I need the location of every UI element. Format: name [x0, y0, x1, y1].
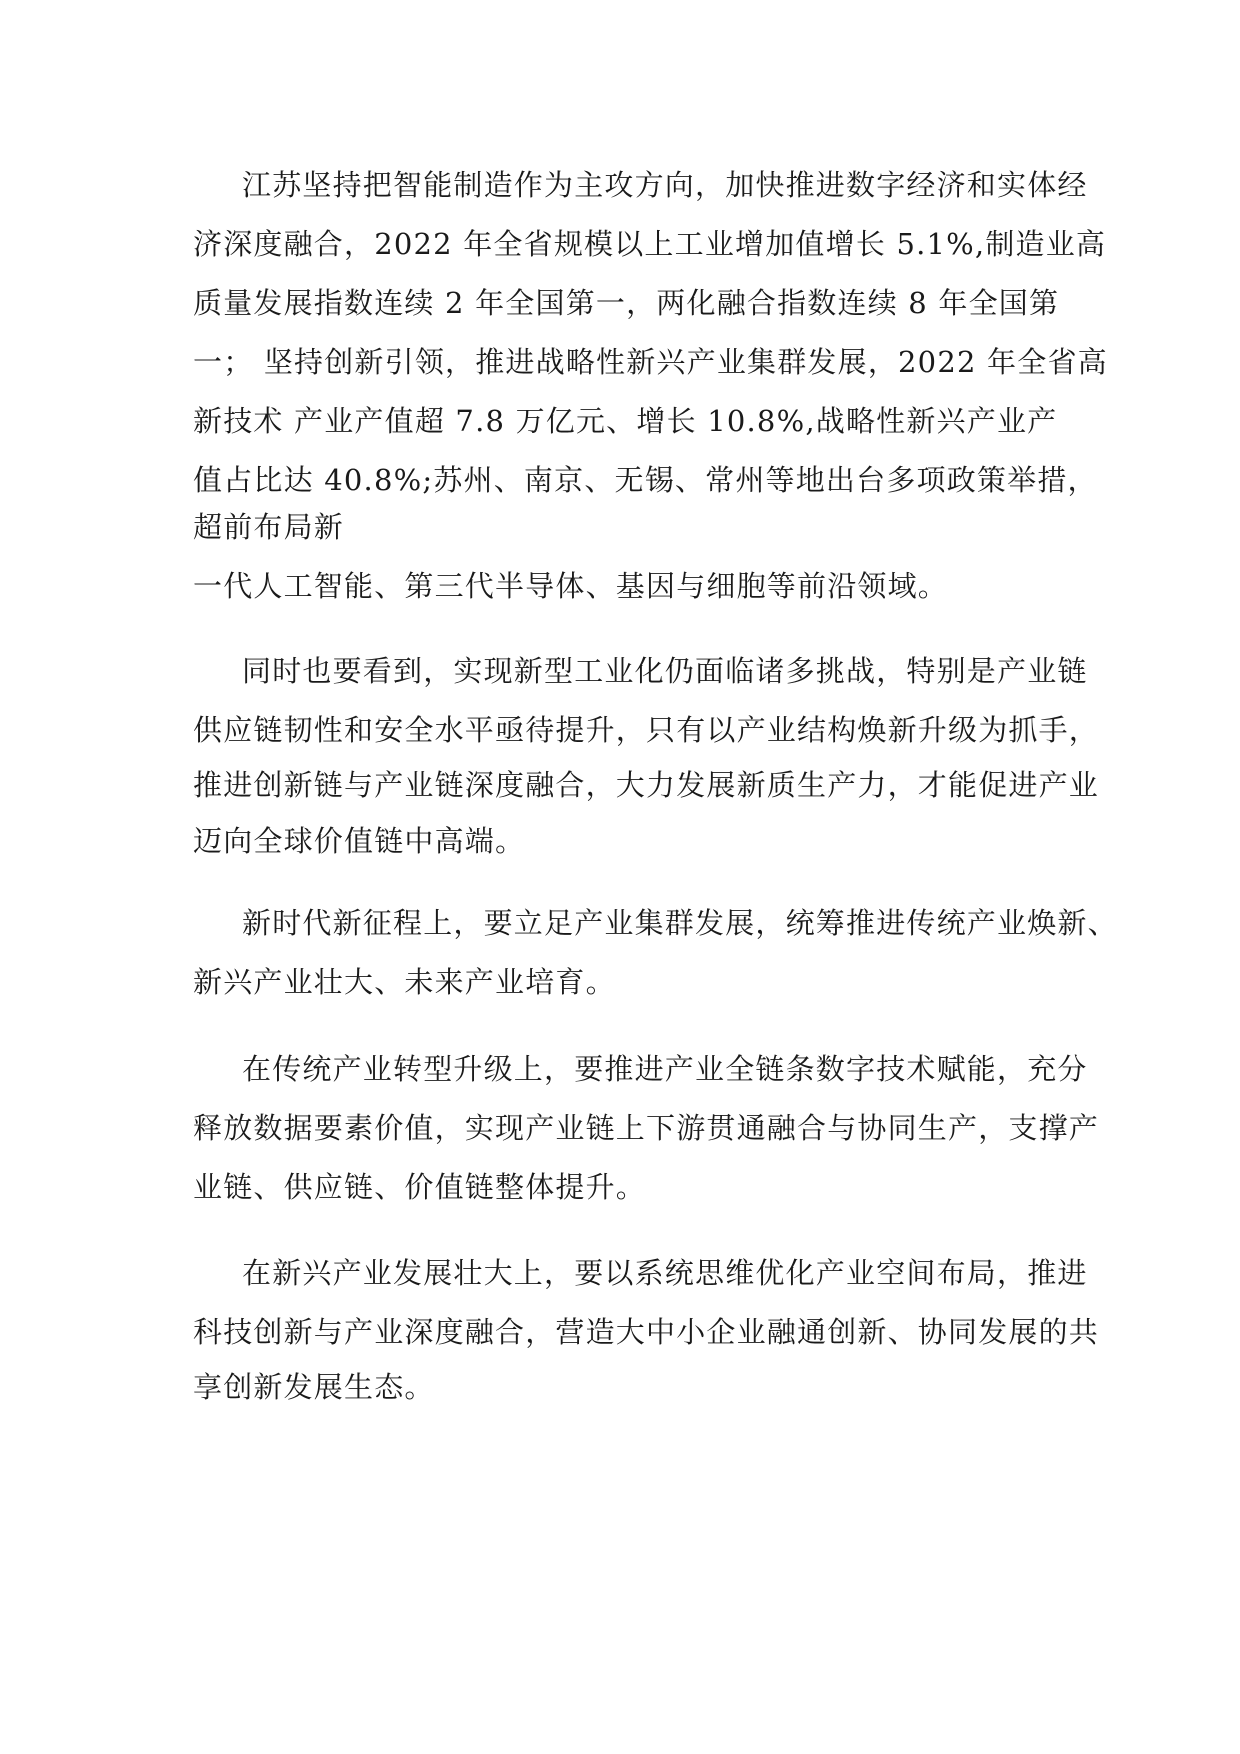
- paragraph-1-line-7: 超前布局新: [193, 510, 345, 544]
- paragraph-1-line-8: 一代人工智能、第三代半导体、基因与细胞等前沿领域。: [193, 569, 949, 603]
- paragraph-5-line-2: 科技创新与产业深度融合，营造大中小企业融通创新、协同发展的共: [193, 1315, 1100, 1349]
- paragraph-1-line-1: 江苏坚持把智能制造作为主攻方向，加快推进数字经济和实体经: [242, 168, 1088, 202]
- paragraph-1-line-4: 一； 坚持创新引领，推进战略性新兴产业集群发展，2022 年全省高: [193, 345, 1108, 379]
- paragraph-4-line-1: 在传统产业转型升级上，要推进产业全链条数字技术赋能，充分: [242, 1052, 1088, 1086]
- paragraph-3-line-1: 新时代新征程上，要立足产业集群发展，统筹推进传统产业焕新、: [242, 906, 1118, 940]
- paragraph-1-line-2: 济深度融合，2022 年全省规模以上工业增加值增长 5.1%,制造业高: [193, 227, 1107, 261]
- paragraph-1-line-3: 质量发展指数连续 2 年全国第一，两化融合指数连续 8 年全国第: [193, 286, 1060, 320]
- paragraph-2-line-1: 同时也要看到，实现新型工业化仍面临诸多挑战，特别是产业链: [242, 654, 1088, 688]
- paragraph-2-line-4: 迈向全球价值链中高端。: [193, 824, 526, 858]
- paragraph-4-line-3: 业链、供应链、价值链整体提升。: [193, 1170, 647, 1204]
- paragraph-3-line-2: 新兴产业壮大、未来产业培育。: [193, 965, 616, 999]
- paragraph-1-line-6: 值占比达 40.8%;苏州、南京、无锡、常州等地出台多项政策举措，: [193, 463, 1098, 497]
- paragraph-5-line-1: 在新兴产业发展壮大上，要以系统思维优化产业空间布局，推进: [242, 1256, 1088, 1290]
- paragraph-2-line-2: 供应链韧性和安全水平亟待提升，只有以产业结构焕新升级为抓手，: [193, 713, 1100, 747]
- paragraph-4-line-2: 释放数据要素价值，实现产业链上下游贯通融合与协同生产，支撑产: [193, 1111, 1100, 1145]
- paragraph-2-line-3: 推进创新链与产业链深度融合，大力发展新质生产力，才能促进产业: [193, 768, 1100, 802]
- paragraph-1-line-5: 新技术 产业产值超 7.8 万亿元、增长 10.8%,战略性新兴产业产: [193, 404, 1058, 438]
- paragraph-5-line-3: 享创新发展生态。: [193, 1370, 435, 1404]
